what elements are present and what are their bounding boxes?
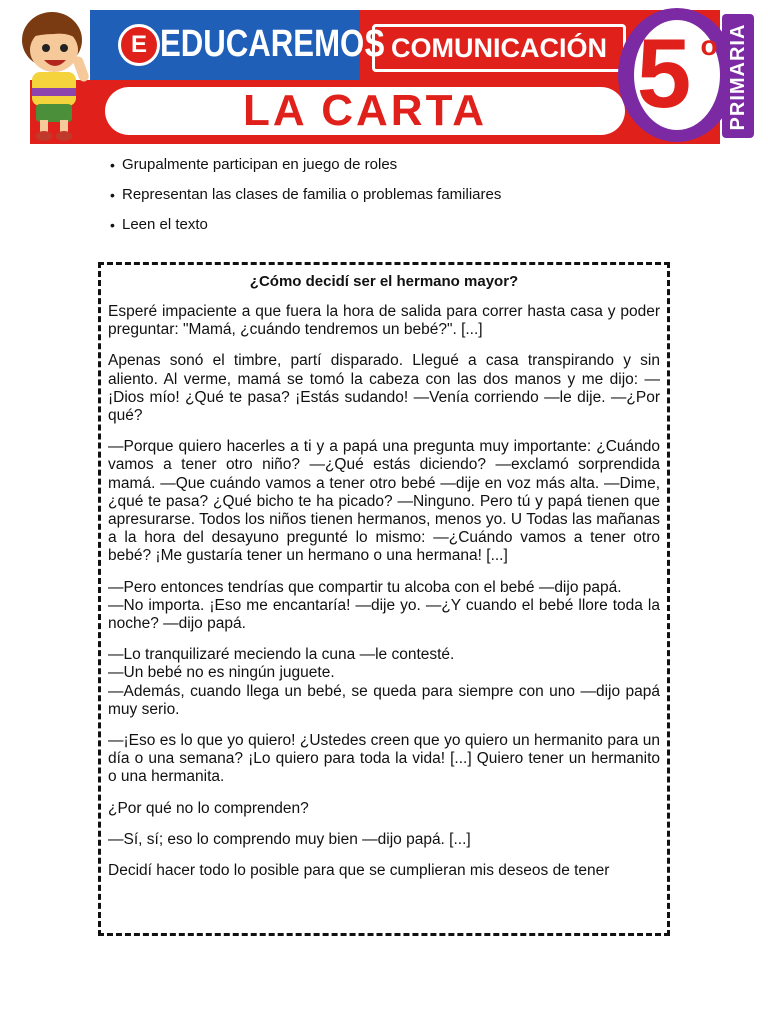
subject-label: COMUNICACIÓN bbox=[391, 33, 607, 63]
list-item-text: Leen el texto bbox=[122, 216, 208, 233]
worksheet-header bbox=[0, 0, 768, 150]
list-item bbox=[110, 180, 670, 210]
list-item-text: Grupalmente participan en juego de roles bbox=[122, 156, 398, 173]
activity-list bbox=[110, 150, 670, 240]
brand-name: EDUCAREMOS bbox=[160, 23, 386, 65]
reading-paragraph: —Porque quiero hacerles a ti y a papá una pregunta muy importante: ¿Cuándo vamos a tener otro niño? —¿Qué estás diciendo? —exclamó sorprendida mamá. —Que cuándo vamos a tener otro bebé —dije en voz más alta. —Dime, ¿qué te pasa? ¿Qué bicho te ha picado? —Ninguno. Pero tú y papá tienen que apresurarse. Todos los niños tienen hermanos, menos yo. U Todas las mañanas a la hora del desayuno pregunté lo mismo: —¿Cuándo vamos a tener otro bebé? ¡Me gustaría tener un hermano o una hermana! [...] bbox=[108, 438, 660, 565]
reading-paragraph: Decidí hacer todo lo posible para que se cumplieran mis deseos de tener bbox=[108, 862, 610, 880]
reading-paragraph: —Lo tranquilizaré meciendo la cuna —le contesté. —Un bebé no es ningún juguete. —Además, cuando llega un bebé, se queda para siempre con uno —dijo papá muy serio. bbox=[108, 646, 660, 718]
mascot-boy-icon bbox=[10, 4, 100, 144]
page-title: LA CARTA bbox=[243, 86, 487, 135]
brand-logo-icon: E bbox=[118, 24, 160, 66]
reading-paragraph: —¡Eso es lo que yo quiero! ¿Ustedes creen que yo quiero un hermanito para un día o una semana? ¡Lo quiero para toda la vida! [...] Quiero tener un hermanito o una hermanita. bbox=[108, 732, 660, 786]
bullet-icon: • bbox=[110, 217, 115, 233]
reading-paragraph: ¿Por qué no lo comprenden? bbox=[108, 799, 309, 817]
reading-paragraph: —Sí, sí; eso lo comprendo muy bien —dijo papá. [...] bbox=[108, 830, 471, 848]
list-item bbox=[110, 210, 670, 240]
list-item-text: Representan las clases de familia o problemas familiares bbox=[122, 186, 502, 203]
level-label: PRIMARIA bbox=[727, 23, 749, 131]
reading-body bbox=[108, 303, 660, 893]
list-item bbox=[110, 150, 670, 180]
grade-ordinal: o bbox=[700, 30, 718, 61]
bullet-icon: • bbox=[110, 187, 115, 203]
reading-paragraph: Apenas sonó el timbre, partí disparado. Llegué a casa transpirando y sin aliento. Al verme, mamá se tomó la cabeza con las dos manos y me dijo: —¡Dios mío! ¿Qué te pasa? ¡Estás sudando! —Venía corriendo —le dije. —¿Por qué? bbox=[108, 352, 660, 425]
grade-number: 5 bbox=[636, 18, 692, 128]
bullet-icon: • bbox=[110, 157, 115, 173]
reading-title: ¿Cómo decidí ser el hermano mayor? bbox=[249, 273, 519, 290]
reading-paragraph: —Pero entonces tendrías que compartir tu alcoba con el bebé —dijo papá. —No importa. ¡Eso me encantaría! —dije yo. —¿Y cuando el bebé llore toda la noche? —dijo papá. bbox=[108, 578, 660, 633]
reading-paragraph: Esperé impaciente a que fuera la hora de salida para correr hasta casa y poder preguntar: "Mamá, ¿cuándo tendremos un bebé?". [...] bbox=[108, 303, 660, 339]
reading-box bbox=[98, 262, 670, 936]
